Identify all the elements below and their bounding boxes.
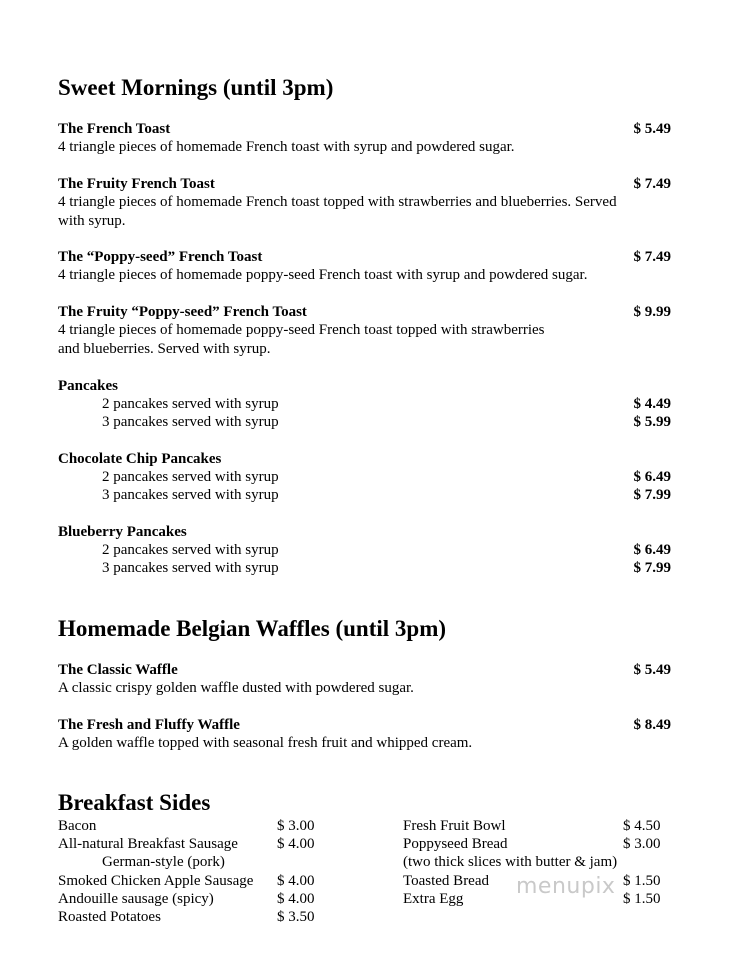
- side-bacon: Bacon: [58, 818, 97, 834]
- item-fruity-french-toast-name: The Fruity French Toast: [58, 176, 215, 192]
- side-chicken-apple-sausage-price: $ 4.00: [277, 873, 315, 889]
- blueberry-pancakes-option-3: 3 pancakes served with syrup: [102, 560, 279, 576]
- side-poppyseed-bread-price: $ 3.00: [623, 836, 661, 852]
- side-chicken-apple-sausage: Smoked Chicken Apple Sausage: [58, 873, 254, 889]
- chocolate-chip-pancakes-name: Chocolate Chip Pancakes: [58, 451, 222, 467]
- chocolate-chip-pancakes-option-2-price: $ 6.49: [633, 469, 671, 485]
- side-breakfast-sausage-price: $ 4.00: [277, 836, 315, 852]
- item-classic-waffle-name: The Classic Waffle: [58, 662, 178, 678]
- side-extra-egg-price: $ 1.50: [623, 891, 661, 907]
- pancakes-option-3-price: $ 5.99: [633, 414, 671, 430]
- section-title-breakfast-sides: Breakfast Sides: [58, 790, 211, 815]
- item-fresh-fluffy-waffle-desc: A golden waffle topped with seasonal fresh fruit and whipped cream.: [58, 735, 473, 751]
- blueberry-pancakes-option-3-price: $ 7.99: [633, 560, 671, 576]
- side-extra-egg: Extra Egg: [403, 891, 464, 907]
- side-fresh-fruit-bowl: Fresh Fruit Bowl: [403, 818, 506, 834]
- blueberry-pancakes-name: Blueberry Pancakes: [58, 524, 187, 540]
- side-poppyseed-bread-note: (two thick slices with butter & jam): [403, 854, 618, 870]
- item-fresh-fluffy-waffle-name: The Fresh and Fluffy Waffle: [58, 717, 240, 733]
- side-andouille-sausage: Andouille sausage (spicy): [58, 891, 214, 907]
- side-andouille-sausage-price: $ 4.00: [277, 891, 315, 907]
- item-french-toast-desc: 4 triangle pieces of homemade French toast with syrup and powdered sugar.: [58, 139, 515, 155]
- item-fruity-french-toast-price: $ 7.49: [633, 176, 671, 192]
- item-classic-waffle-desc: A classic crispy golden waffle dusted with powdered sugar.: [58, 680, 414, 696]
- item-classic-waffle-price: $ 5.49: [633, 662, 671, 678]
- side-breakfast-sausage: All-natural Breakfast Sausage: [58, 836, 238, 852]
- pancakes-name: Pancakes: [58, 378, 118, 394]
- side-breakfast-sausage-note: German-style (pork): [102, 854, 225, 870]
- chocolate-chip-pancakes-option-3-price: $ 7.99: [633, 487, 671, 503]
- side-toasted-bread: Toasted Bread: [403, 873, 490, 889]
- menupix-watermark: menupix: [516, 874, 616, 899]
- side-poppyseed-bread: Poppyseed Bread: [403, 836, 508, 852]
- side-toasted-bread-price: $ 1.50: [623, 873, 661, 889]
- section-title-waffles: Homemade Belgian Waffles (until 3pm): [58, 616, 447, 641]
- blueberry-pancakes-option-2: 2 pancakes served with syrup: [102, 542, 279, 558]
- blueberry-pancakes-option-2-price: $ 6.49: [633, 542, 671, 558]
- item-fresh-fluffy-waffle-price: $ 8.49: [633, 717, 671, 733]
- item-french-toast-name: The French Toast: [58, 121, 171, 137]
- chocolate-chip-pancakes-option-3: 3 pancakes served with syrup: [102, 487, 279, 503]
- item-french-toast-price: $ 5.49: [633, 121, 671, 137]
- chocolate-chip-pancakes-option-2: 2 pancakes served with syrup: [102, 469, 279, 485]
- item-poppyseed-french-toast-name: The “Poppy-seed” French Toast: [58, 249, 263, 265]
- side-bacon-price: $ 3.00: [277, 818, 315, 834]
- item-poppyseed-french-toast-price: $ 7.49: [633, 249, 671, 265]
- item-poppyseed-french-toast-desc: 4 triangle pieces of homemade poppy-seed French toast with syrup and powdered sugar.: [58, 267, 588, 283]
- pancakes-option-3: 3 pancakes served with syrup: [102, 414, 279, 430]
- item-fruity-poppyseed-french-toast-desc-line2: and blueberries. Served with syrup.: [58, 341, 271, 357]
- item-fruity-poppyseed-french-toast-price: $ 9.99: [633, 304, 671, 320]
- pancakes-option-2: 2 pancakes served with syrup: [102, 396, 279, 412]
- side-roasted-potatoes: Roasted Potatoes: [58, 909, 161, 925]
- item-fruity-poppyseed-french-toast-desc-line1: 4 triangle pieces of homemade poppy-seed French toast topped with strawberries: [58, 322, 545, 338]
- item-fruity-french-toast-desc: 4 triangle pieces of homemade French toast topped with strawberries and blueberries. Served with syrup.: [58, 194, 617, 229]
- pancakes-option-2-price: $ 4.49: [633, 396, 671, 412]
- item-fruity-poppyseed-french-toast-name: The Fruity “Poppy-seed” French Toast: [58, 304, 307, 320]
- section-title-sweet-mornings: Sweet Mornings (until 3pm): [58, 75, 334, 100]
- side-roasted-potatoes-price: $ 3.50: [277, 909, 315, 925]
- side-fresh-fruit-bowl-price: $ 4.50: [623, 818, 661, 834]
